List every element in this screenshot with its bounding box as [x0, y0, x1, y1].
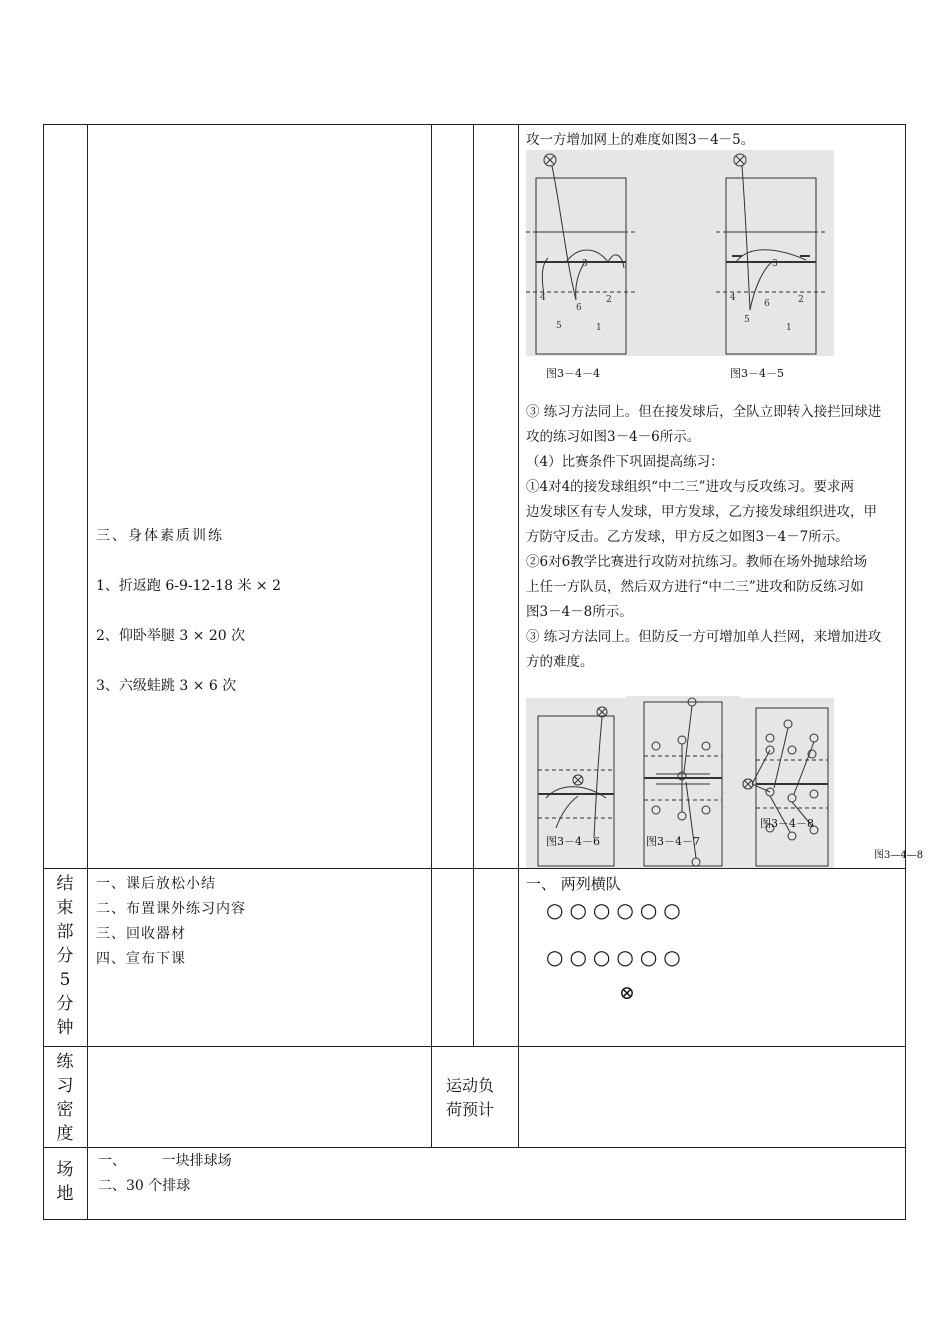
figure-b-caption: 图3－4－5: [730, 367, 784, 380]
fitness-heading: 三、身体素质训练: [96, 528, 224, 544]
para2: （4）比赛条件下巩固提高练习：: [526, 454, 724, 470]
venue-item-2: 二、30 个排球: [98, 1178, 191, 1194]
para5-line1: ③ 练习方法同上。但防反一方可增加单人拦网，来增加进攻: [526, 629, 882, 645]
end-item-3: 三、回收器材: [96, 926, 186, 942]
svg-text:2: 2: [606, 295, 612, 305]
figure-e-caption: 图3－4－8: [760, 817, 814, 830]
table-right-border: [905, 124, 906, 1220]
svg-text:3: 3: [772, 259, 778, 269]
student-circle: ○: [639, 898, 664, 922]
end-label-char: 结: [56, 874, 74, 894]
venue-label-char: 地: [56, 1184, 74, 1204]
formation-title: 一、 两列横队: [526, 875, 621, 893]
figure-e-outer-caption: 图3—4—8: [874, 850, 924, 861]
para5-line2: 方的难度。: [526, 654, 594, 670]
end-item-2: 二、布置课外练习内容: [96, 901, 246, 917]
para4-line1: ②6对6教学比赛进行攻防对抗练习。教师在场外抛球给场: [526, 554, 868, 570]
end-label-char: 5: [59, 970, 71, 990]
end-label-char: 部: [56, 922, 74, 942]
svg-text:4: 4: [730, 293, 736, 303]
col-divider-3: [473, 124, 474, 1047]
student-circle: ○: [546, 898, 570, 922]
row-divider-venue: [43, 1147, 905, 1148]
svg-text:3: 3: [582, 259, 588, 269]
teacher-symbol: ⊗: [619, 982, 635, 1004]
fitness-item-1: 1、折返跑 6-9-12-18 米 × 2: [96, 578, 281, 594]
end-item-4: 四、宣布下课: [96, 951, 186, 967]
venue-section-label: [45, 1158, 85, 1206]
col-divider-1: [87, 124, 88, 1220]
para4-line3: 图3－4－8所示。: [526, 604, 633, 620]
venue-label-char: 场: [56, 1160, 74, 1180]
formation-row-1: [546, 899, 687, 921]
figure-a-caption: 图3－4－4: [546, 367, 600, 380]
court-diagram-e: [740, 698, 834, 868]
table-top-border: [43, 124, 905, 125]
student-circle: ○: [569, 898, 593, 922]
density-label-char: 习: [56, 1076, 74, 1096]
row-divider-end: [43, 868, 905, 869]
density-label-char: 练: [56, 1052, 74, 1072]
svg-text:1: 1: [596, 323, 602, 333]
table-left-border: [43, 124, 44, 1220]
load-label-line1: 运动负: [446, 1076, 495, 1095]
end-label-char: 钟: [56, 1018, 74, 1038]
venue-item-1: 一、 一块排球场: [98, 1153, 232, 1169]
formation-row-2: [546, 946, 687, 968]
col-divider-4: [518, 124, 519, 1147]
end-section-label: [45, 872, 85, 1040]
para4-line2: 上任一方队员，然后双方进行“中二三”进攻和防反练习如: [526, 579, 864, 595]
density-section-label: [45, 1050, 85, 1146]
svg-text:2: 2: [798, 295, 804, 305]
student-circle: ○: [592, 945, 617, 969]
student-circle: ○: [663, 898, 687, 922]
svg-text:4: 4: [540, 293, 546, 303]
para3-line2: 边发球区有专人发球，甲方发球，乙方接发球组织进攻，甲: [526, 504, 877, 520]
fitness-item-2: 2、仰卧举腿 3 × 20 次: [96, 628, 246, 644]
svg-text:5: 5: [744, 315, 750, 325]
student-circle: ○: [546, 945, 570, 969]
student-circle: ○: [639, 945, 664, 969]
court-diagrams-a-b: [526, 150, 834, 356]
density-label-char: 度: [56, 1124, 74, 1144]
student-circle: ○: [663, 945, 687, 969]
density-label-char: 密: [56, 1100, 74, 1120]
svg-text:1: 1: [786, 323, 792, 333]
svg-text:6: 6: [764, 299, 770, 309]
table-bottom-border: [43, 1219, 905, 1220]
court-diagram-figure-e: [740, 698, 834, 868]
fitness-item-3: 3、六级蛙跳 3 × 6 次: [96, 678, 237, 694]
end-label-char: 分: [56, 994, 74, 1014]
svg-text:6: 6: [576, 303, 582, 313]
student-circle: ○: [616, 945, 640, 969]
figure-d-caption: 图3－4－7: [646, 835, 700, 848]
student-circle: ○: [592, 898, 617, 922]
figure-c-caption: 图3－4－6: [546, 835, 600, 848]
student-circle: ○: [616, 898, 640, 922]
intro-text: 攻一方增加网上的难度如图3－4－5。: [526, 132, 755, 148]
end-label-char: 分: [56, 946, 74, 966]
load-label-line2: 荷预计: [446, 1100, 495, 1119]
para1-line1: ③ 练习方法同上。但在接发球后，全队立即转入接拦回球进: [526, 404, 882, 420]
end-label-char: 束: [56, 898, 74, 918]
row-divider-density: [43, 1046, 905, 1047]
end-item-1: 一、课后放松小结: [96, 876, 216, 892]
para3-line1: ①4对4的接发球组织“中二三”进攻与反攻练习。要求两: [526, 479, 854, 495]
court-diagram-figure-a: [526, 150, 834, 356]
load-label-divider: [431, 1046, 432, 1147]
para1-line2: 攻的练习如图3－4－6所示。: [526, 429, 701, 445]
student-circle: ○: [569, 945, 593, 969]
para3-line3: 方防守反击。乙方发球，甲方反之如图3－4－7所示。: [526, 529, 849, 545]
col-divider-2: [431, 124, 432, 1047]
svg-text:5: 5: [556, 321, 562, 331]
